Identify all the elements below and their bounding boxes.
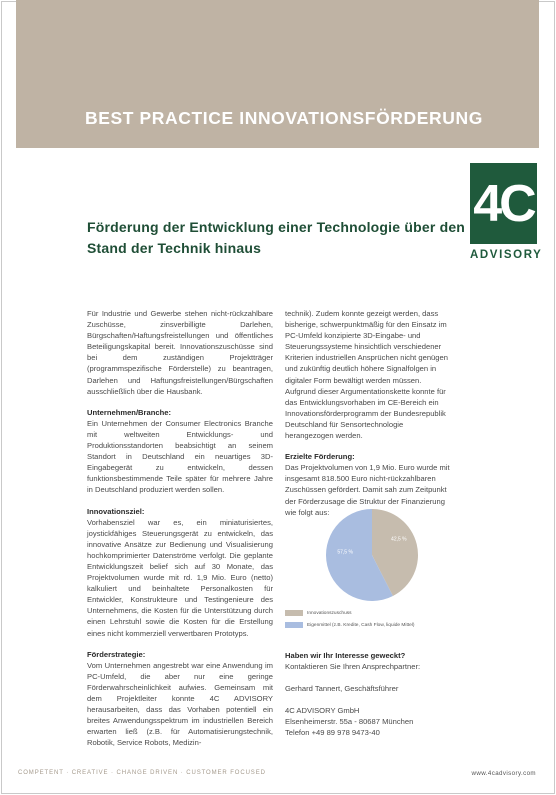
contact-intro: Kontaktieren Sie Ihren Ansprechpartner: xyxy=(285,662,421,671)
legend-label-equity: Eigenmittel (z.B. Kredite, Cash Flow, liquide Mittel) xyxy=(307,622,415,628)
section-heading-company: Unternehmen/Branche: xyxy=(87,407,171,417)
logo-wordmark: ADVISORY xyxy=(470,249,543,261)
footer-tagline: COMPETENT · CREATIVE · CHANGE DRIVEN · CUSTOMER FOCUSED xyxy=(18,770,266,776)
section-heading-funding: Erzielte Förderung: xyxy=(285,452,355,462)
legend-swatch-grant xyxy=(285,610,303,616)
legend-swatch-equity xyxy=(285,622,303,628)
banner-title: BEST PRACTICE INNOVATIONSFÖRDERUNG xyxy=(85,108,483,128)
legend-label-grant: Innovationszuschuss xyxy=(307,610,352,616)
legend-item-grant xyxy=(285,608,414,618)
section-heading-goal: Innovationsziel: xyxy=(87,506,145,516)
left-column xyxy=(87,308,273,758)
section-heading-strategy: Förderstrategie: xyxy=(87,649,146,659)
contact-person: Gerhard Tannert, Geschäftsführer xyxy=(285,684,399,693)
logo-mark: 4C xyxy=(470,163,537,244)
strategy-paragraph: Vom Unternehmen angestrebt war eine Anwendung im PC-Umfeld, die aber nur eine geringe Förderwahrscheinlichkeit aufwies. Gemeinsam mit dem Projektleiter konnte 4C ADVISORY herausarbeiten, dass das Vorhaben potentiell ein breites Anwendungsspektrum im industriellen Bereich erwarten ließ (z.B. für Automatisierungstechnik, Robotik, Service Robots, Medizin- xyxy=(87,660,273,748)
intro-paragraph: Für Industrie und Gewerbe stehen nicht-rückzahlbare Zuschüsse, zinsverbilligte Darlehen, Bürgschaften/Haftungsfreistellungen und öffentliches Beteiligungskapital bereit. Innovationszuschüsse sind bei dem zuständigen Projektträger (programmspezifische Förderstelle) zu beantragen, Darlehen und Haftungsfreistellungen/Bürgschaften ausschließlich über die Hausbank. xyxy=(87,309,273,396)
page-headline: Förderung der Entwicklung einer Technologie über den Stand der Technik hinaus xyxy=(87,219,466,256)
strategy-continued-paragraph: technik). Zudem konnte gezeigt werden, dass bisherige, schwerpunktmäßig für den Einsatz im PC-Umfeld konzipierte 3D-Eingabe- und Steuerungssysteme hinsichtlich verschiedener Kriterien industriellen Ansprüchen nicht genügen und zukünftig deutlich höhere Signalfolgen in digitaler Form bewältigt werden müssen. Aufgrund dieser Argumentationskette konnte für das Entwicklungsvorhaben im CE-Bereich ein Innovationsförderprogramm der Bundesrepublik Deutschland für Sensortechnologie herangezogen werden. xyxy=(285,309,448,441)
pie-label-equity: 57,5 % xyxy=(337,549,353,556)
contact-phone: Telefon +49 89 978 9473-40 xyxy=(285,728,380,737)
funding-paragraph: Das Projektvolumen von 1,9 Mio. Euro wurde mit insgesamt 818.500 Euro nicht-rückzahlbaren Zuschüssen gefördert. Damit sah zum Zeitpunkt der Förderzusage die Struktur der Finanzierung wie folgt aus: xyxy=(285,463,450,517)
contact-address: Elsenheimerstr. 55a - 80687 München xyxy=(285,717,414,726)
contact-company: 4C ADVISORY GmbH xyxy=(285,706,360,715)
header-banner xyxy=(16,0,539,148)
company-logo xyxy=(470,163,543,269)
footer-website[interactable]: www.4cadvisory.com xyxy=(471,770,536,777)
chart-legend xyxy=(285,608,414,632)
contact-block xyxy=(285,650,455,738)
legend-item-equity xyxy=(285,620,414,630)
company-paragraph: Ein Unternehmen der Consumer Electronics Branche mit weltweiten Entwicklungs- und Produktionsstandorten beabsichtigt an seinem Standort in Deutschland ein neuartiges 3D-Eingabegerät zu entwickeln, dessen funktionsbestimmende Teile später für mehrere Jahre in Deutschland produziert werden sollen. xyxy=(87,418,273,495)
contact-heading: Haben wir Ihr Interesse geweckt? xyxy=(285,651,406,660)
right-column xyxy=(285,308,452,528)
goal-paragraph: Vorhabensziel war es, ein miniaturisiertes, joystickfähiges Steuerungsgerät zu entwickeln, das innovative Ansätze zur Bedienung und Visualisierung hochkomprimierter Datenströme verfolgt. Die geplante Entwicklungszeit belief sich auf 30 Monate, das Projektvolumen wurde mit rd. 1,9 Mio. Euro (netto) kalkuliert und beinhaltete Personalkosten für Entwickler, Konstrukteure und Testingenieure des Unternehmens, die Kosten für die Unterstützung durch einen Lehrstuhl sowie die Kosten für die Erstellung eines nicht kommerziell verwertbaren Prototyps. xyxy=(87,517,273,638)
financing-pie-chart xyxy=(318,505,426,605)
pie-label-grant: 42,5 % xyxy=(391,536,407,543)
